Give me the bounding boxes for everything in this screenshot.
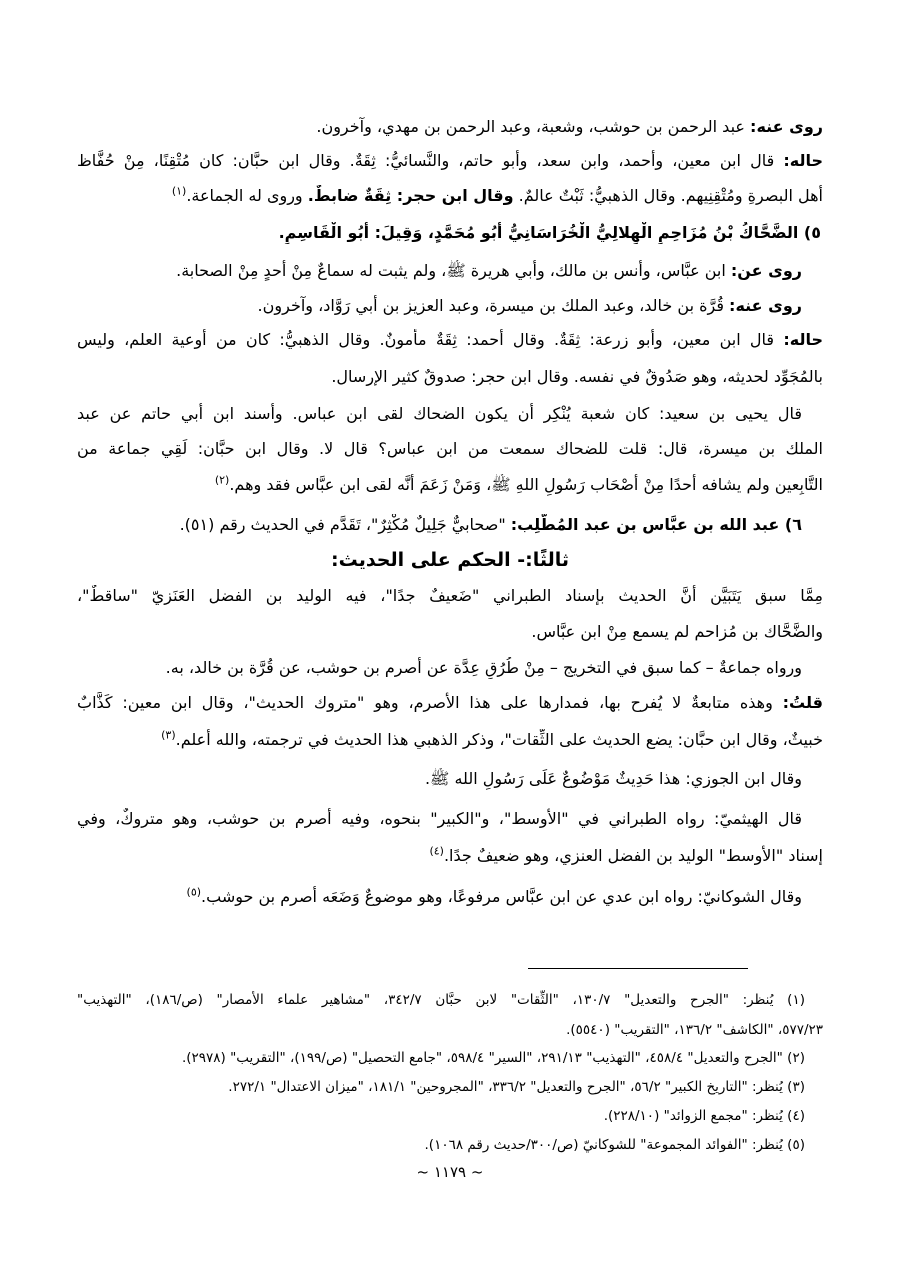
paragraph-line: مِمَّا سبق يَتَبَيَّن أَنَّ الحديث بإسناد الطبراني "ضَعيفٌ جدًا"، فيه الوليد بن الفضل العَنَزيّ "ساقطٌ"، — [77, 586, 823, 605]
paragraph-line: إسناد "الأوسط" الوليد بن الفضل العنزي، وهو ضعيفٌ جدًا.$^{(٤)}$ — [429, 845, 823, 865]
paragraph-line: الملك بن ميسرة، قال: قلت للضحاك سمعت من ابن عباس؟ قال لا. وقال ابن حبَّان: لَقِي جماعة من — [77, 439, 823, 458]
paragraph-line: قلتُ: وهذه متابعةٌ لا يُفرح بها، فمدارها على هذا الأصرم، وهو "متروك الحديث"، وقال ابن معين: كَذَّابٌ — [77, 693, 823, 712]
footnote-ref: (١) — [171, 185, 187, 198]
narrator-heading-5: ٥) الضَّحَّاكُ بْنُ مُزَاحِمِ الْهِلالِيُّ الْخُرَاسَانِيُّ أَبُو مُحَمَّدٍ، وَقِيلَ: أَبُو الْقَاسِمِ. — [278, 223, 821, 242]
paragraph-line: قال الهيثميّ: رواه الطبراني في "الأوسط"، و"الكبير" بنحوه، وفيه أصرم بن حوشب، وهو متروكٌ، وفي — [77, 809, 802, 828]
status-line-cont: أهل البصرةِ ومُتْقِنِيهم. وقال الذهبيُّ: ثَبْتٌ عالمٌ. وقال ابن حجر: ثِقَةٌ ضابطٌ. وروى له الجماعة.$^{(١)}$ — [171, 185, 823, 205]
footnote-separator — [528, 968, 748, 969]
footnote-ref: (٥) — [186, 886, 202, 899]
footnote-ref: (٣) — [161, 729, 176, 742]
narrators-from-line: روى عنه: عبد الرحمن بن حوشب، وشعبة، وعبد الرحمن بن مهدي، وآخرون. — [316, 117, 823, 136]
label: روى عنه: — [750, 117, 823, 136]
paragraph-line: خبيثٌ، وقال ابن حبَّان: يضع الحديث على الثِّقات"، وذكر الذهبي هذا الحديث في ترجمته، والله أعلم.$^{(٣)}$ — [161, 729, 823, 749]
paragraph-line: والضَّحَّاك بن مُزاحم لم يسمع مِنْ ابن عبَّاس. — [531, 622, 823, 641]
narrated-from-line: روى عن: ابن عبَّاس، وأنس بن مالك، وأبي هريرة ﷺ، ولم يثبت له سماعٌ مِنْ أحدٍ مِنْ الصحابة. — [176, 261, 802, 280]
paragraph-line: قال يحيى بن سعيد: كان شعبة يُنْكِر أن يكون الضحاك لقى ابن عباس. وأسند ابن أبي حاتم عن عبد — [77, 404, 802, 423]
status-line-2-cont: بالمُجَوِّد لحديثه، وهو صَدُوقٌ في نفسه. وقال ابن حجر: صدوقٌ كثير الإرسال. — [331, 367, 823, 386]
page-number: ~ ١١٧٩ ~ — [416, 1163, 484, 1181]
paragraph-line: وقال الشوكانيّ: رواه ابن عدي عن ابن عبَّاس مرفوعًا، وهو موضوعٌ وَضَعَه أصرم بن حوشب.$^{(٥)}$ — [186, 886, 802, 906]
paragraph-line: التَّابِعين ولم يشافه أحدًا مِنْ أَصْحَاب رَسُولِ اللهِ ﷺ، وَمَنْ زَعَمَ أَنَّه لقى ابن عبَّاس فقد وهم.$^{(٢)}$ — [214, 474, 823, 494]
footnote-ref: (٢) — [214, 474, 230, 487]
section-heading: ثالثًا:- الحكم على الحديث: — [330, 549, 570, 571]
narrator-heading-6: ٦) عبد الله بن عبَّاس بن عبد المُطَّلِب: "صحابيٌّ جَلِيلٌ مُكْثِرٌ"، تَقَدَّم في الحديث رقم (٥١). — [179, 515, 802, 534]
paragraph-line: وقال ابن الجوزي: هذا حَدِيثٌ مَوْضُوعٌ عَلَى رَسُولِ الله ﷺ. — [424, 769, 802, 788]
footnote-1-cont: ٥٧٧/٢٣، "الكاشف" ١٣٦/٢، "التقريب" (٥٥٤٠). — [566, 1022, 823, 1038]
label: روى عنه: — [729, 296, 802, 315]
label: حاله: — [783, 330, 823, 349]
narrators-from-line-2: روى عنه: قُرَّة بن خالد، وعبد الملك بن ميسرة، وعبد العزيز بن أبي رَوَّاد، وآخرون. — [257, 296, 802, 315]
footnote-2: (٢) "الجرح والتعديل" ٤٥٨/٤، "التهذيب" ٢٩١/١٣، "السير" ٥٩٨/٤، "جامع التحصيل" (ص/١٩٩)، "التقريب" (٢٩٧٨). — [181, 1050, 805, 1066]
footnote-5: (٥) يُنظر: "الفوائد المجموعة" للشوكانيّ (ص/٣٠٠/حديث رقم ١٠٦٨). — [424, 1137, 805, 1153]
status-line-2: حاله: قال ابن معين، وأبو زرعة: ثِقَةٌ. وقال أحمد: ثِقَةٌ مأمونٌ. وقال الذهبيُّ: كان من أوعية العلم، وليس — [77, 330, 823, 349]
label: حاله: — [783, 151, 823, 170]
status-line: حاله: قال ابن معين، وأحمد، وابن سعد، وأبو حاتم، والنَّسائيُّ: ثِقَةٌ. وقال ابن حبَّان: كان مُتْقِنًا، مِنْ حُفَّاظ — [77, 151, 823, 170]
footnote-4: (٤) يُنظر: "مجمع الزوائد" (٢٢٨/١٠). — [603, 1108, 805, 1124]
footnote-1: (١) يُنظر: "الجرح والتعديل" ١٣٠/٧، "الثِّقات" لابن حبَّان ٣٤٢/٧، "مشاهير علماء الأمصار" (ص/١٨٦)، "التهذيب" — [77, 992, 805, 1008]
footnote-ref: (٤) — [429, 845, 444, 858]
paragraph-line: ورواه جماعةٌ – كما سبق في التخريج – مِنْ طُرُقٍ عِدَّة عن أصرم بن حوشب، عن قُرَّة بن خالد، به. — [165, 658, 802, 677]
footnote-3: (٣) يُنظر: "التاريخ الكبير" ٥٦/٢، "الجرح والتعديل" ٣٣٦/٢، "المجروحين" ١٨١/١، "ميزان الاعتدال" ٢٧٢/١. — [228, 1079, 805, 1095]
label: قلتُ: — [782, 693, 823, 712]
label: روى عن: — [730, 261, 802, 280]
